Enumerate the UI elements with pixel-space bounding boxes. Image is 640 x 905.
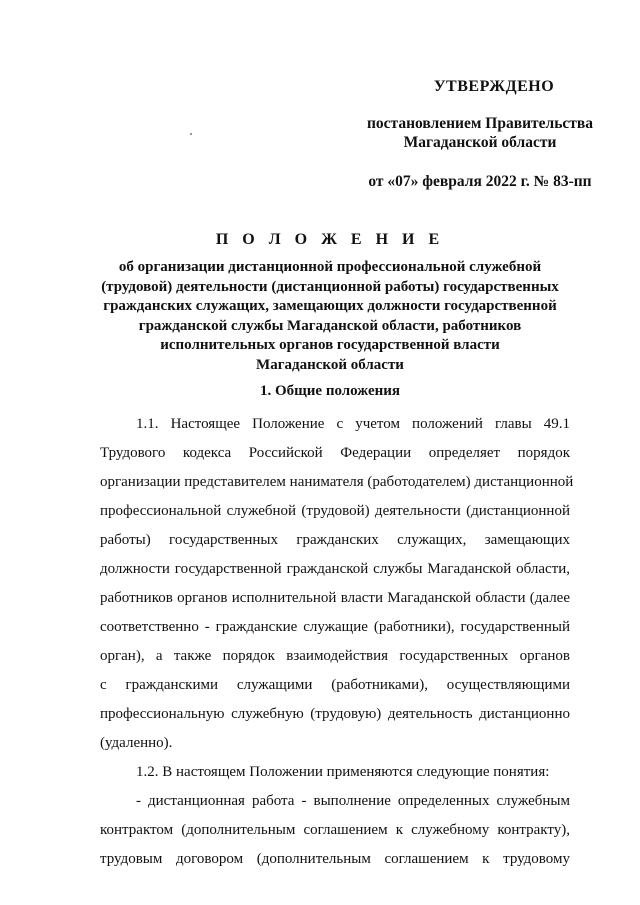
paragraph-line: 1.1. Настоящее Положение с учетом положений главы 49.1	[136, 416, 570, 432]
subtitle-line: об организации дистанционной профессиональной служебной	[118, 259, 542, 275]
paragraph-line: профессиональную служебную (трудовую) деятельность дистанционно	[100, 706, 570, 722]
paragraph-line: работы) государственных гражданских служащих, замещающих	[100, 532, 570, 548]
subtitle-line: гражданских служащих, замещающих должности государственной	[103, 298, 557, 314]
scan-speck	[190, 133, 192, 135]
approval-authority	[360, 114, 600, 152]
approval-stamp	[360, 78, 600, 191]
subtitle-line: (трудовой) деятельности (дистанционной работы) государственных	[101, 278, 559, 295]
subtitle-line: Магаданской области	[256, 356, 404, 373]
paragraph-line: должности государственной гражданской службы Магаданской области,	[100, 561, 570, 577]
approval-date: от «07» февраля 2022 г. № 83-пп	[368, 173, 592, 190]
paragraph-line: профессиональной служебной (трудовой) деятельности (дистанционной	[100, 503, 570, 519]
subtitle-line: исполнительных органов государственной власти	[160, 337, 500, 353]
paragraph-line: с гражданскими служащими (работниками), осуществляющими	[100, 677, 570, 693]
paragraph-line: соответственно - гражданские служащие (работники), государственный	[100, 619, 570, 635]
paragraph-line: организации представителем нанимателя (работодателем) дистанционной	[100, 474, 574, 490]
paragraph-line: 1.2. В настоящем Положении применяются следующие понятия:	[136, 764, 550, 780]
paragraph-line: Трудового кодекса Российской Федерации определяет порядок	[100, 445, 570, 461]
approval-authority-line: Магаданской области	[403, 134, 557, 151]
paragraph-line: контрактом (дополнительным соглашением к служебному контракту),	[100, 822, 570, 838]
paragraph-line: - дистанционная работа - выполнение определенных служебным	[136, 793, 570, 809]
paragraph-line: работников органов исполнительной власти Магаданской области (далее	[100, 590, 570, 606]
document-subtitle	[80, 258, 580, 375]
document-title: П О Л О Ж Е Н И Е	[215, 231, 445, 248]
approval-authority-line: постановлением Правительства	[366, 115, 594, 132]
paragraph-line: орган), а также порядок взаимодействия государственных органов	[100, 648, 570, 664]
paragraph-line: трудовым договором (дополнительным соглашением к трудовому	[100, 851, 570, 867]
section-heading: 1. Общие положения	[259, 383, 401, 399]
paragraph-line: (удаленно).	[100, 735, 173, 751]
approved-heading: УТВЕРЖДЕНО	[433, 78, 555, 95]
subtitle-line: гражданской службы Магаданской области, работников	[138, 317, 522, 334]
